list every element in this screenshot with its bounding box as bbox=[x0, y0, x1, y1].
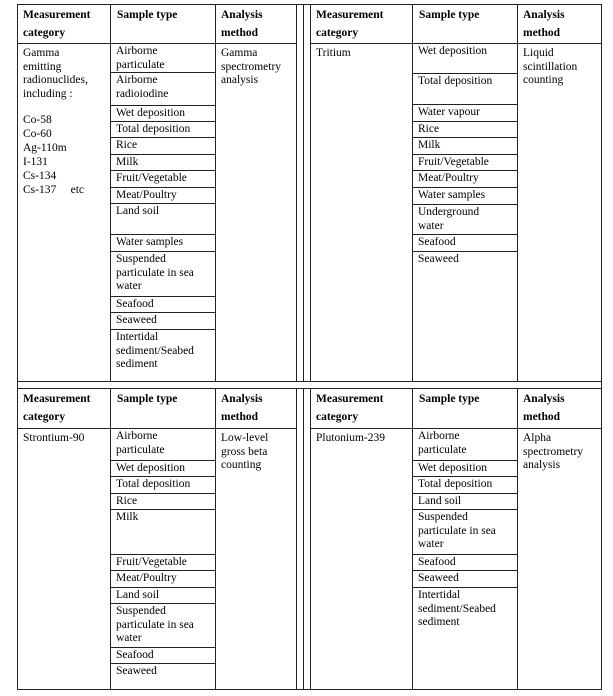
sample-row-rule bbox=[110, 154, 216, 155]
header-rule bbox=[310, 43, 602, 44]
column-rule bbox=[517, 4, 518, 381]
sample-type-item: Airborne particulate bbox=[418, 430, 467, 456]
plutonium-analysis-method: Alpha spectrometry analysis bbox=[523, 432, 584, 471]
sample-type-item: Meat/Poultry bbox=[116, 572, 177, 584]
sample-type-item: Milk bbox=[418, 139, 441, 151]
sample-type-item: Meat/Poultry bbox=[418, 172, 479, 184]
header-measurement-category: Measurement category bbox=[316, 9, 384, 39]
sample-row-rule bbox=[110, 72, 216, 73]
sample-row-rule bbox=[110, 234, 216, 235]
sample-type-item: Total deposition bbox=[418, 75, 493, 87]
column-rule bbox=[412, 4, 413, 381]
sample-type-item: Suspended particulate in sea water bbox=[418, 511, 496, 550]
sample-type-item: Seafood bbox=[116, 649, 154, 661]
sample-row-rule bbox=[110, 509, 216, 510]
sample-type-item: Suspended particulate in sea water bbox=[116, 253, 194, 292]
header-sample-type: Sample type bbox=[419, 9, 480, 21]
sample-type-item: Water samples bbox=[418, 189, 486, 201]
sample-row-rule bbox=[110, 460, 216, 461]
gap-rule bbox=[296, 4, 297, 382]
sample-row-rule bbox=[110, 105, 216, 106]
column-rule bbox=[110, 388, 111, 689]
sample-type-item: Land soil bbox=[116, 205, 160, 217]
header-analysis-method: Analysis method bbox=[523, 393, 565, 423]
sample-type-item: Water samples bbox=[116, 236, 184, 248]
sample-row-rule bbox=[412, 509, 518, 510]
sample-row-rule bbox=[412, 554, 518, 555]
header-analysis-method: Analysis method bbox=[523, 9, 565, 39]
sample-type-item: Seaweed bbox=[418, 572, 459, 584]
sample-type-item: Total deposition bbox=[116, 123, 191, 135]
sample-type-item: Land soil bbox=[116, 589, 160, 601]
sample-type-item: Airborne radioiodine bbox=[116, 74, 169, 100]
sample-row-rule bbox=[412, 154, 518, 155]
nuclide-item: Co-58 bbox=[23, 114, 52, 126]
sample-type-item: Total deposition bbox=[116, 478, 191, 490]
sample-type-item: Seafood bbox=[116, 298, 154, 310]
sample-row-rule bbox=[412, 234, 518, 235]
sample-row-rule bbox=[412, 476, 518, 477]
sample-row-rule bbox=[110, 137, 216, 138]
gap-rule bbox=[310, 388, 311, 690]
sample-type-item: Rice bbox=[418, 123, 440, 135]
header-sample-type: Sample type bbox=[419, 393, 480, 405]
sample-row-rule bbox=[412, 104, 518, 105]
header-sample-type: Sample type bbox=[117, 393, 178, 405]
header-analysis-method: Analysis method bbox=[221, 9, 263, 39]
sample-type-item: Rice bbox=[116, 495, 138, 507]
sample-row-rule bbox=[412, 251, 518, 252]
sample-row-rule bbox=[412, 170, 518, 171]
sample-type-item: Land soil bbox=[418, 495, 462, 507]
gamma-analysis-method: Gamma spectrometry analysis bbox=[221, 47, 282, 86]
header-rule bbox=[17, 428, 297, 429]
sample-row-rule bbox=[110, 587, 216, 588]
sample-type-item: Milk bbox=[116, 511, 139, 523]
sample-type-item: Total deposition bbox=[418, 478, 493, 490]
sample-type-item: Wet deposition bbox=[116, 462, 186, 474]
outer-border-left bbox=[17, 4, 18, 690]
plutonium-category: Plutonium-239 bbox=[316, 432, 386, 444]
sample-type-item: Suspended particulate in sea water bbox=[116, 605, 194, 644]
sample-row-rule bbox=[110, 493, 216, 494]
sample-type-item: Underground water bbox=[418, 206, 480, 232]
sample-row-rule bbox=[110, 296, 216, 297]
sample-type-item: Wet deposition bbox=[418, 462, 488, 474]
sample-type-item: Wet deposition bbox=[418, 45, 488, 57]
sample-type-item: Fruit/Vegetable bbox=[116, 556, 187, 568]
sample-row-rule bbox=[110, 312, 216, 313]
sample-type-item: Milk bbox=[116, 156, 139, 168]
gap-rule bbox=[303, 4, 304, 382]
header-sample-type: Sample type bbox=[117, 9, 178, 21]
sample-row-rule bbox=[412, 187, 518, 188]
column-rule bbox=[110, 4, 111, 381]
sample-type-item: Fruit/Vegetable bbox=[418, 156, 489, 168]
sample-type-item: Airborne particulate bbox=[116, 45, 165, 71]
sample-type-item: Intertidal sediment/Seabed sediment bbox=[418, 589, 496, 628]
column-rule bbox=[215, 4, 216, 381]
sample-row-rule bbox=[412, 570, 518, 571]
header-measurement-category: Measurement category bbox=[316, 393, 384, 423]
sample-row-rule bbox=[412, 493, 518, 494]
sample-row-rule bbox=[412, 460, 518, 461]
header-rule bbox=[310, 428, 602, 429]
nuclide-item: Cs-137 etc bbox=[23, 184, 85, 196]
gap-rule bbox=[303, 388, 304, 690]
column-rule bbox=[412, 388, 413, 689]
sample-row-rule bbox=[110, 170, 216, 171]
sample-type-item: Seafood bbox=[418, 236, 456, 248]
sample-type-item: Seaweed bbox=[418, 253, 459, 265]
sample-row-rule bbox=[110, 570, 216, 571]
header-measurement-category: Measurement category bbox=[23, 9, 91, 39]
sample-type-item: Rice bbox=[116, 139, 138, 151]
nuclide-item: Co-60 bbox=[23, 128, 52, 140]
sample-row-rule bbox=[412, 73, 518, 74]
nuclide-item: I-131 bbox=[23, 156, 48, 168]
sample-row-rule bbox=[110, 476, 216, 477]
sample-row-rule bbox=[412, 587, 518, 588]
sample-type-item: Fruit/Vegetable bbox=[116, 172, 187, 184]
gap-rule bbox=[310, 4, 311, 382]
sample-row-rule bbox=[110, 203, 216, 204]
gap-rule bbox=[296, 388, 297, 690]
sample-type-item: Meat/Poultry bbox=[116, 189, 177, 201]
header-rule bbox=[17, 43, 297, 44]
sample-row-rule bbox=[412, 121, 518, 122]
sample-row-rule bbox=[110, 121, 216, 122]
sample-row-rule bbox=[110, 603, 216, 604]
sample-row-rule bbox=[412, 204, 518, 205]
column-rule bbox=[215, 388, 216, 689]
sample-row-rule bbox=[110, 329, 216, 330]
tritium-analysis-method: Liquid scintillation counting bbox=[523, 47, 578, 86]
sample-type-item: Wet deposition bbox=[116, 107, 186, 119]
outer-border-right bbox=[601, 4, 602, 690]
sample-type-item: Seaweed bbox=[116, 665, 157, 677]
sample-row-rule bbox=[110, 251, 216, 252]
column-rule bbox=[517, 388, 518, 689]
sample-type-item: Seaweed bbox=[116, 314, 157, 326]
sample-type-item: Water vapour bbox=[418, 106, 480, 118]
sample-row-rule bbox=[110, 647, 216, 648]
nuclide-item: Ag-110m bbox=[23, 142, 67, 154]
sample-row-rule bbox=[412, 137, 518, 138]
sample-type-item: Airborne particulate bbox=[116, 430, 165, 456]
strontium-category: Strontium-90 bbox=[23, 432, 85, 444]
sample-row-rule bbox=[110, 187, 216, 188]
sample-type-item: Intertidal sediment/Seabed sediment bbox=[116, 331, 194, 370]
nuclide-item: Cs-134 bbox=[23, 170, 57, 182]
strontium-analysis-method: Low-level gross beta counting bbox=[221, 432, 269, 471]
sample-row-rule bbox=[110, 663, 216, 664]
sample-row-rule bbox=[110, 554, 216, 555]
header-measurement-category: Measurement category bbox=[23, 393, 91, 423]
sample-type-item: Seafood bbox=[418, 556, 456, 568]
gamma-category: Gamma emitting radionuclides, including : bbox=[23, 47, 88, 100]
header-analysis-method: Analysis method bbox=[221, 393, 263, 423]
tritium-category: Tritium bbox=[316, 47, 351, 59]
